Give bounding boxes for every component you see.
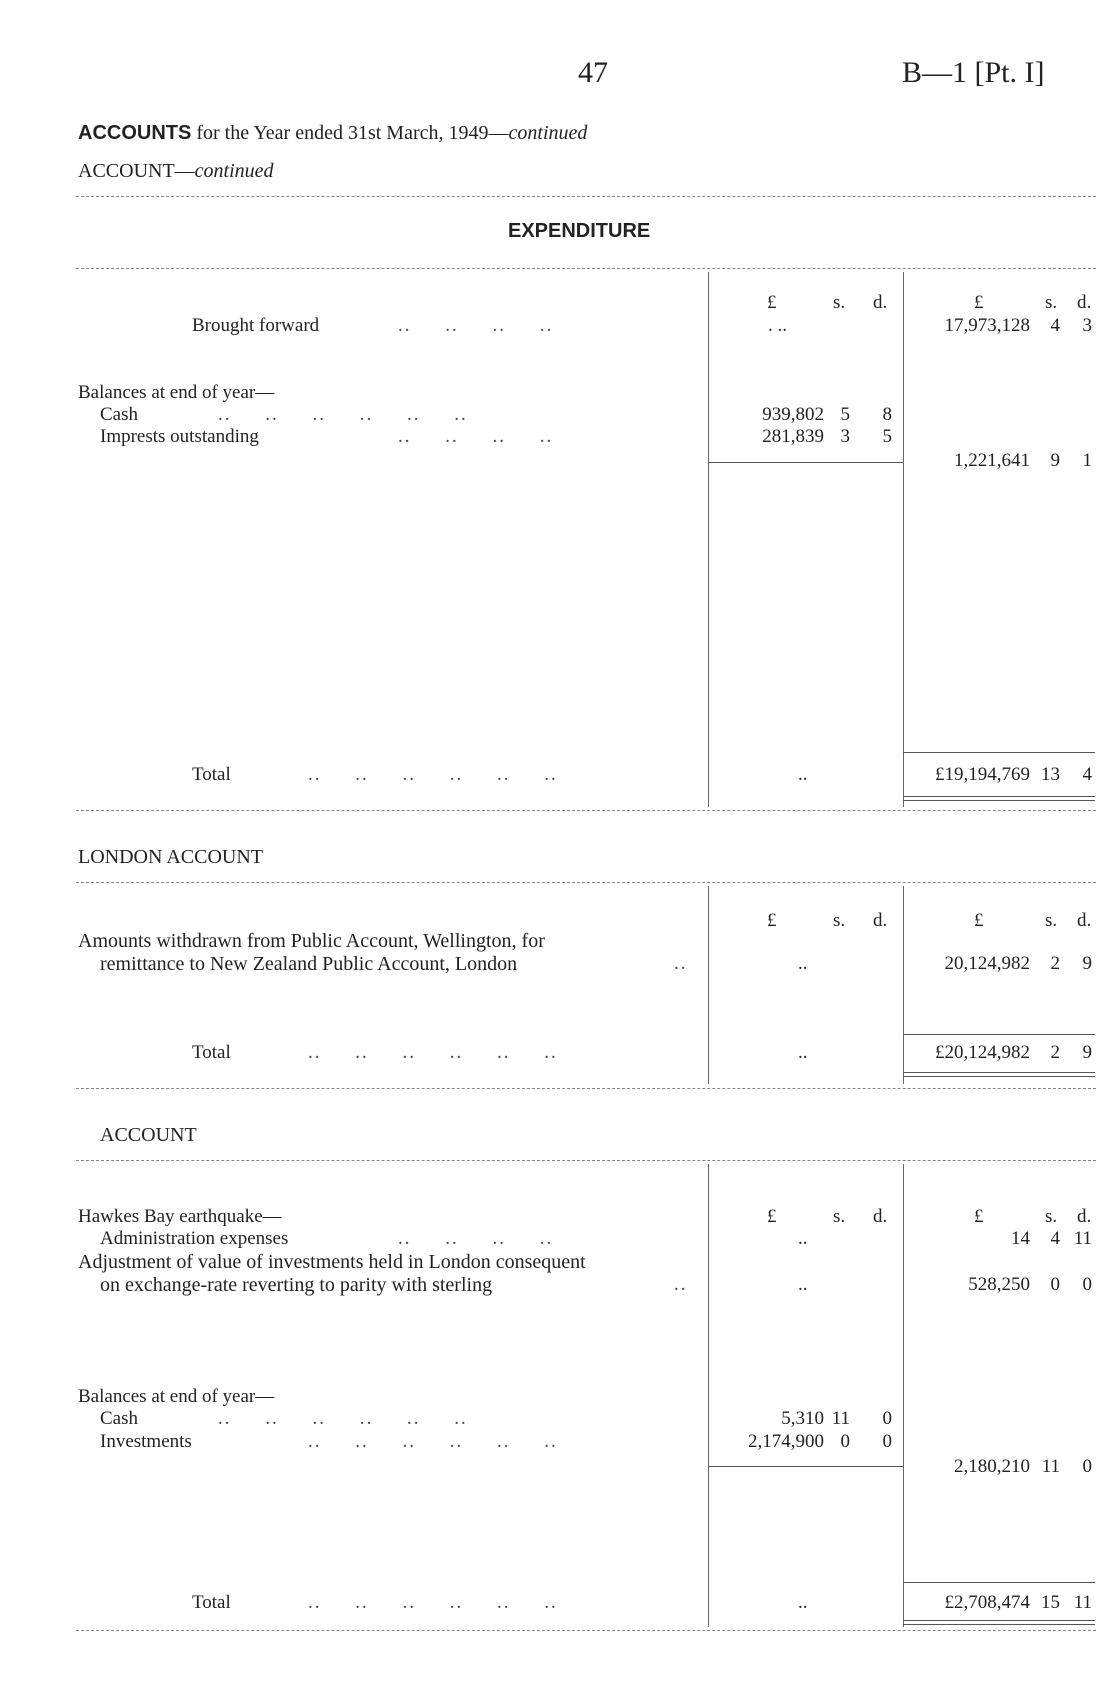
col-divider-1 [708, 886, 709, 1084]
total-s: 13 [1041, 764, 1060, 785]
admin-d: 11 [1073, 1228, 1092, 1249]
total-rule-bottom-2 [903, 800, 1095, 801]
admin-pounds: 14 [1011, 1228, 1030, 1249]
adjustment-line-2: on exchange-rate reverting to parity with sterling [100, 1274, 493, 1296]
admin-col1: .. [798, 1228, 808, 1249]
brought-forward-s: 4 [1050, 315, 1060, 336]
balances-heading: Balances at end of year— [78, 1386, 275, 1407]
cash-s: 11 [831, 1408, 850, 1429]
total-rule-bottom-2 [903, 1076, 1095, 1077]
col2-pound-head: £ [974, 910, 984, 931]
leader-dots: .. .. .. .. .. .. [308, 1431, 558, 1452]
page-number: 47 [578, 56, 608, 89]
london-total-col1: .. [798, 1042, 808, 1063]
balances-total-s: 9 [1050, 450, 1060, 471]
rule-expenditure [76, 268, 1096, 269]
col1-s-head: s. [833, 1206, 846, 1227]
balances-total-s: 11 [1041, 1456, 1060, 1477]
brought-forward-d: 3 [1082, 315, 1092, 336]
col2-pound-head: £ [974, 1206, 984, 1227]
total-rule-bottom-1 [903, 1620, 1095, 1621]
adjustment-col1: .. [798, 1274, 808, 1295]
subtotal-rule [708, 1466, 903, 1467]
brought-forward-col1: . .. [768, 315, 787, 336]
leader-dots: .. .. .. .. [398, 315, 554, 336]
total-rule-top [903, 1582, 1095, 1583]
brought-forward-label: Brought forward [192, 315, 320, 336]
total-rule-bottom-2 [903, 1624, 1095, 1625]
london-pounds: 20,124,982 [944, 953, 1030, 974]
rule-london [76, 882, 1096, 883]
col1-s-head: s. [833, 292, 846, 313]
cash-d: 0 [882, 1408, 892, 1429]
col-divider-2 [903, 1164, 904, 1627]
total-label: Total [192, 764, 231, 785]
london-total-d: 9 [1082, 1042, 1092, 1063]
col1-pound-head: £ [767, 1206, 777, 1227]
document-reference: B—1 [Pt. I] [902, 56, 1045, 89]
leader-dots: .. .. .. .. .. .. [308, 1042, 558, 1063]
col-divider-1 [708, 1164, 709, 1627]
total-rule-top [903, 1034, 1095, 1035]
london-line-2: remittance to New Zealand Public Account, London [100, 953, 518, 975]
leader-dots: .. .. .. .. .. .. [218, 404, 468, 425]
hawkes-bay-heading: Hawkes Bay earthquake— [78, 1206, 282, 1227]
accounts-title [78, 122, 587, 145]
col1-d-head: d. [873, 910, 888, 931]
balances-total-d: 0 [1082, 1456, 1092, 1477]
col1-d-head: d. [873, 1206, 888, 1227]
rule-end-expenditure [76, 810, 1096, 811]
total-rule-bottom-1 [903, 1072, 1095, 1073]
london-total-s: 2 [1050, 1042, 1060, 1063]
cash-pounds: 939,802 [762, 404, 824, 425]
rule-end-account [76, 1630, 1096, 1631]
subtotal-rule [708, 462, 903, 463]
col2-d-head: d. [1077, 292, 1092, 313]
london-s: 2 [1050, 953, 1060, 974]
col1-s-head: s. [833, 910, 846, 931]
investments-label: Investments [100, 1431, 192, 1452]
col1-pound-head: £ [767, 910, 777, 931]
title-continued: continued [508, 122, 588, 144]
leader-dots: .. .. .. .. [398, 426, 554, 447]
account-total-s: 15 [1041, 1592, 1060, 1613]
cash-label: Cash [100, 1408, 138, 1429]
imprests-s: 3 [840, 426, 850, 447]
brought-forward-pounds: 17,973,128 [944, 315, 1030, 336]
subtitle-main: ACCOUNT— [78, 160, 195, 182]
cash-s: 5 [840, 404, 850, 425]
leader-dots: .. .. .. .. .. .. [308, 764, 558, 785]
london-line-1: Amounts withdrawn from Public Account, Wellington, for [78, 930, 545, 952]
rule-top [76, 196, 1096, 197]
adjustment-line-1: Adjustment of value of investments held in London consequent [78, 1251, 586, 1273]
total-rule-top [903, 752, 1095, 753]
london-account-heading: LONDON ACCOUNT [78, 846, 263, 868]
investments-d: 0 [882, 1431, 892, 1452]
total-d: 4 [1082, 764, 1092, 785]
col-divider-2 [903, 272, 904, 807]
investments-pounds: 2,174,900 [748, 1431, 824, 1452]
account-total-d: 11 [1073, 1592, 1092, 1613]
admin-expenses-label: Administration expenses [100, 1228, 289, 1249]
total-pounds: £19,194,769 [935, 764, 1030, 785]
balances-total-pounds: 1,221,641 [954, 450, 1030, 471]
col2-s-head: s. [1045, 910, 1058, 931]
leader-dots: .. [674, 1274, 688, 1295]
col1-d-head: d. [873, 292, 888, 313]
total-col1: .. [798, 764, 808, 785]
leader-dots: .. .. .. .. .. .. [218, 1408, 468, 1429]
col2-d-head: d. [1077, 910, 1092, 931]
adjustment-d: 0 [1082, 1274, 1092, 1295]
admin-s: 4 [1050, 1228, 1060, 1249]
balances-heading: Balances at end of year— [78, 382, 275, 403]
account-total-pounds: £2,708,474 [944, 1592, 1030, 1613]
balances-total-d: 1 [1082, 450, 1092, 471]
account-subtitle [78, 160, 274, 183]
col2-s-head: s. [1045, 292, 1058, 313]
account-total-label: Total [192, 1592, 231, 1613]
adjustment-pounds: 528,250 [968, 1274, 1030, 1295]
leader-dots: .. .. .. .. [398, 1228, 554, 1249]
col2-s-head: s. [1045, 1206, 1058, 1227]
london-col1: .. [798, 953, 808, 974]
account-total-col1: .. [798, 1592, 808, 1613]
imprests-d: 5 [882, 426, 892, 447]
adjustment-s: 0 [1050, 1274, 1060, 1295]
col1-pound-head: £ [767, 292, 777, 313]
cash-label: Cash [100, 404, 138, 425]
col2-d-head: d. [1077, 1206, 1092, 1227]
imprests-pounds: 281,839 [762, 426, 824, 447]
title-rest: for the Year ended 31st March, 1949— [196, 122, 509, 144]
col2-pound-head: £ [974, 292, 984, 313]
account-heading: ACCOUNT [100, 1124, 197, 1146]
rule-end-london [76, 1088, 1096, 1089]
london-total-pounds: £20,124,982 [935, 1042, 1030, 1063]
london-d: 9 [1082, 953, 1092, 974]
cash-d: 8 [882, 404, 892, 425]
imprests-label: Imprests outstanding [100, 426, 259, 447]
title-bold: ACCOUNTS [78, 122, 192, 144]
total-rule-bottom-1 [903, 796, 1095, 797]
subtitle-continued: continued [194, 160, 274, 182]
expenditure-heading: EXPENDITURE [508, 220, 651, 242]
rule-account [76, 1160, 1096, 1161]
investments-s: 0 [840, 1431, 850, 1452]
cash-pounds: 5,310 [781, 1408, 824, 1429]
balances-total-pounds: 2,180,210 [954, 1456, 1030, 1477]
col-divider-1 [708, 272, 709, 807]
london-total-label: Total [192, 1042, 231, 1063]
leader-dots: .. .. .. .. .. .. [308, 1592, 558, 1613]
leader-dots: .. [674, 953, 688, 974]
